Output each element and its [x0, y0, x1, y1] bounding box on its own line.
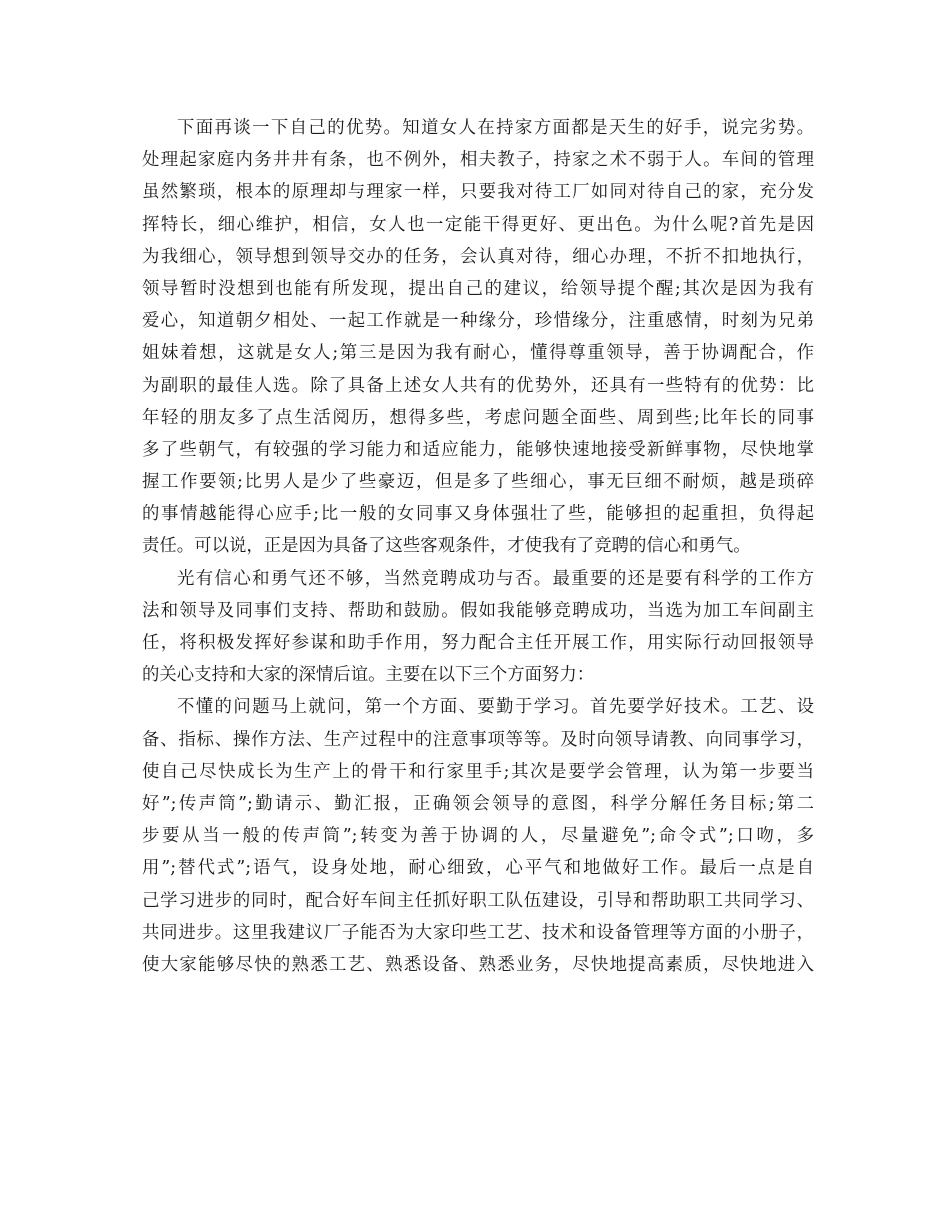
paragraph-line: 用”;替代式”;语气，设身处地，耐心细致，心平气和地做好工作。最后一点是自 — [142, 858, 814, 879]
paragraph-line: 处理起家庭内务井井有条，也不例外，相夫教子，持家之术不弱于人。车间的管理 — [142, 150, 814, 171]
paragraph-line: 挥特长，细心维护，相信，女人也一定能干得更好、更出色。为什么呢?首先是因 — [142, 214, 814, 235]
paragraph-line: 不懂的问题马上就问，第一个方面、要勤于学习。首先要学好技术。工艺、设 — [177, 697, 814, 718]
paragraph-line: 的关心支持和大家的深情后谊。主要在以下三个方面努力： — [142, 665, 595, 686]
paragraph-line: 虽然繁琐，根本的原理却与理家一样，只要我对待工厂如同对待自己的家，充分发 — [142, 182, 814, 203]
paragraph-line: 年轻的朋友多了点生活阅历，想得多些，考虑问题全面些、周到些;比年长的同事 — [142, 407, 814, 428]
paragraph-line: 共同进步。这里我建议厂子能否为大家印些工艺、技术和设备管理等方面的小册子， — [142, 922, 814, 943]
paragraph-line: 握工作要领;比男人是少了些豪迈，但是多了些细心，事无巨细不耐烦，越是琐碎 — [142, 472, 814, 493]
paragraph-line: 使大家能够尽快的熟悉工艺、熟悉设备、熟悉业务，尽快地提高素质，尽快地进入 — [142, 954, 814, 975]
paragraph-line: 领导暂时没想到也能有所发现，提出自己的建议，给领导提个醒;其次是因为我有 — [142, 278, 814, 299]
paragraph-line: 使自己尽快成长为生产上的骨干和行家里手;其次是要学会管理，认为第一步要当 — [142, 761, 814, 782]
paragraph-line: 好”;传声筒”;勤请示、勤汇报，正确领会领导的意图，科学分解任务目标;第二 — [142, 793, 814, 814]
paragraph-line: 下面再谈一下自己的优势。知道女人在持家方面都是天生的好手，说完劣势。 — [177, 118, 814, 138]
paragraph-line: 爱心，知道朝夕相处、一起工作就是一种缘分，珍惜缘分，注重感情，时刻为兄弟 — [142, 311, 814, 332]
paragraph-line: 为我细心，领导想到领导交办的任务，会认真对待，细心办理，不折不扣地执行， — [142, 246, 814, 267]
paragraph-line: 法和领导及同事们支持、帮助和鼓励。假如我能够竞聘成功，当选为加工车间副主 — [142, 600, 814, 621]
document-body — [142, 112, 814, 981]
paragraph-line: 为副职的最佳人选。除了具备上述女人共有的优势外，还具有一些特有的优势：比 — [142, 375, 814, 396]
paragraph-line: 的事情越能得心应手;比一般的女同事又身体强壮了些，能够担的起重担，负得起 — [142, 504, 814, 525]
paragraph-line: 责任。可以说，正是因为具备了这些客观条件，才使我有了竞聘的信心和勇气。 — [142, 536, 751, 557]
paragraph-line: 备、指标、操作方法、生产过程中的注意事项等等。及时向领导请教、向同事学习， — [142, 729, 814, 750]
paragraph-line: 任，将积极发挥好参谋和助手作用，努力配合主任开展工作，用实际行动回报领导 — [142, 633, 814, 653]
paragraph-line: 己学习进步的同时，配合好车间主任抓好职工队伍建设，引导和帮助职工共同学习、 — [142, 890, 814, 911]
paragraph-line: 姐妹着想，这就是女人;第三是因为我有耐心，懂得尊重领导，善于协调配合，作 — [142, 343, 814, 364]
paragraph-line: 步要从当一般的传声筒”;转变为善于协调的人，尽量避免”;命令式”;口吻，多 — [142, 826, 814, 847]
paragraph-line: 光有信心和勇气还不够，当然竞聘成功与否。最重要的还是要有科学的工作方 — [177, 568, 814, 589]
paragraph-line: 多了些朝气，有较强的学习能力和适应能力，能够快速地接受新鲜事物，尽快地掌 — [142, 439, 814, 460]
